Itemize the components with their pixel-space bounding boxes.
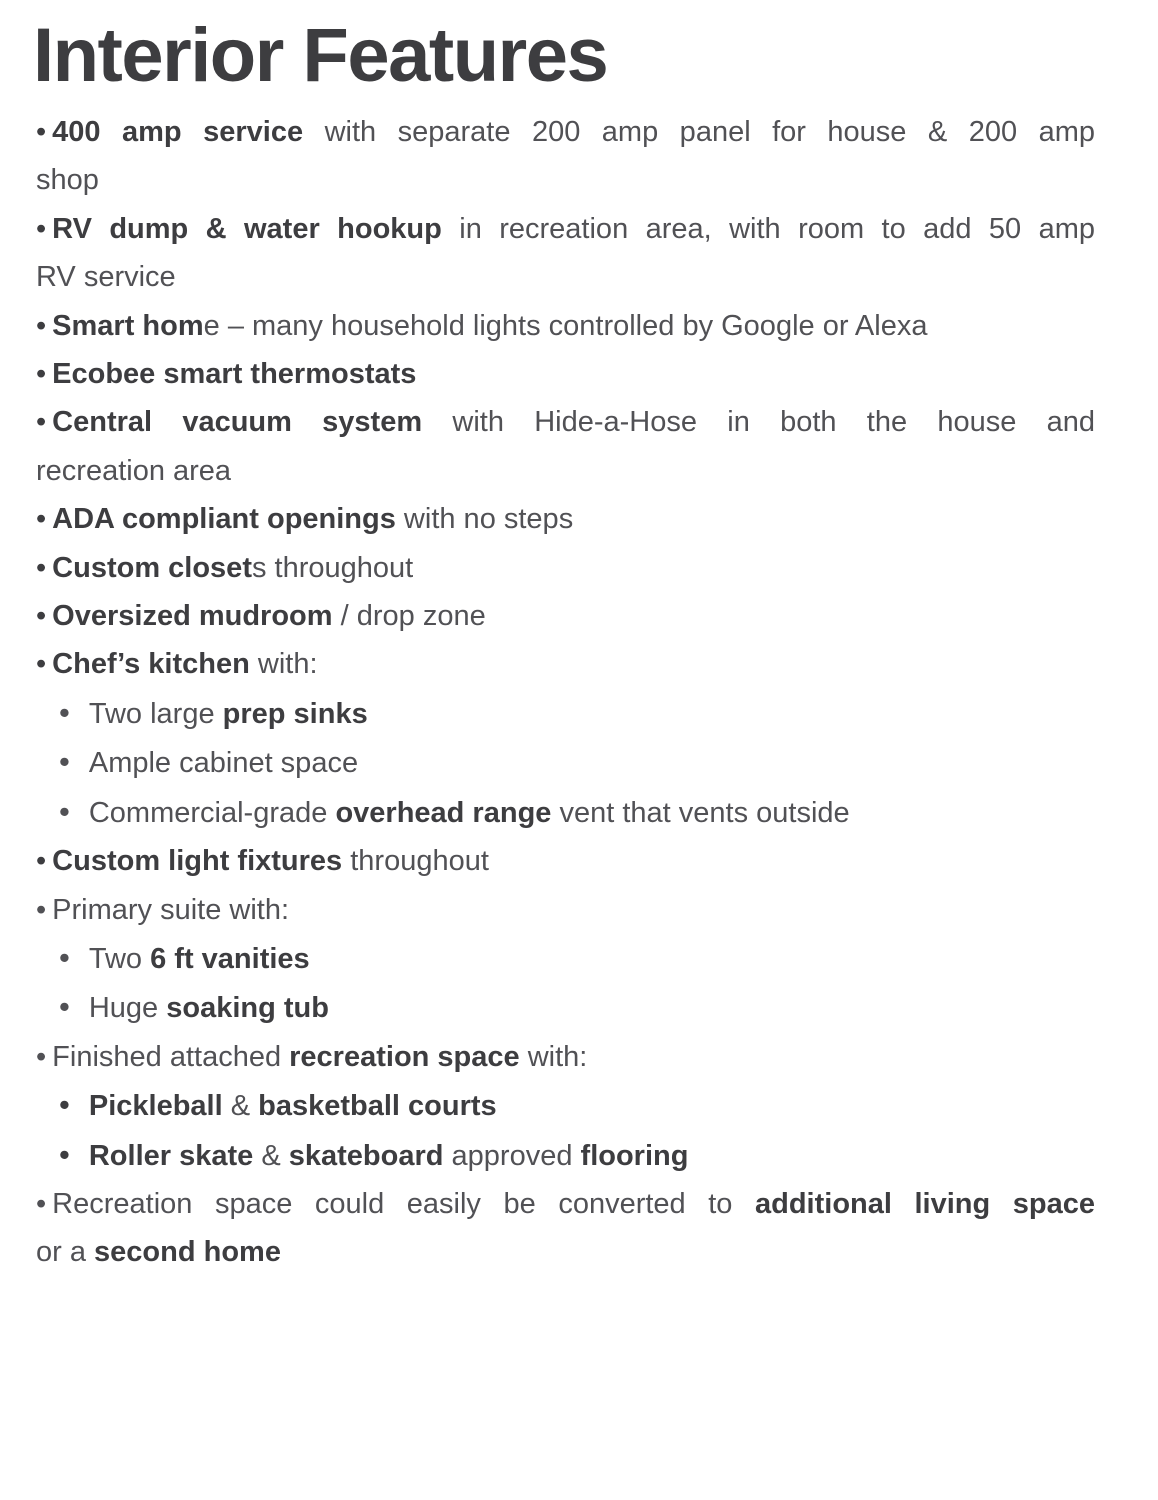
text-line [36, 592, 1095, 640]
bullet-marker-icon: • [59, 1136, 70, 1172]
regular-text: Ample cabinet space [88, 747, 359, 780]
bold-text: Oversized mudroom [52, 600, 333, 633]
list-item [36, 302, 1095, 350]
regular-text: Finished attached [52, 1040, 290, 1073]
list-item [36, 934, 1095, 983]
text-line [36, 544, 1095, 592]
list-item [36, 1180, 1095, 1277]
regular-text: recreation area [36, 454, 232, 487]
regular-text: with: [249, 648, 318, 681]
list-item [36, 837, 1095, 885]
list-item [36, 592, 1095, 640]
regular-text: RV service [36, 261, 176, 294]
text-line [36, 1180, 1095, 1228]
list-item [36, 738, 1095, 787]
bold-text: ADA compliant openings [52, 503, 396, 536]
regular-text: & [222, 1090, 259, 1123]
list-item [36, 544, 1095, 592]
list-item [36, 788, 1095, 837]
text-line [59, 738, 1095, 787]
bold-text: basketball courts [258, 1090, 497, 1123]
text-line [36, 302, 1095, 350]
list-item [36, 205, 1095, 302]
text-line [36, 1228, 1095, 1276]
regular-text: s throughout [251, 551, 414, 584]
text-line [36, 398, 1095, 446]
list-item [36, 983, 1095, 1032]
bold-text: overhead range [335, 796, 552, 829]
regular-text: in recreation area, with room to add 50 amp [441, 212, 1095, 245]
bullet-marker-icon: • [36, 1040, 47, 1073]
text-line [59, 934, 1095, 983]
text-line [36, 205, 1095, 253]
list-item [36, 398, 1095, 495]
bullet-marker-icon: • [36, 116, 47, 148]
bullet-marker-icon: • [59, 939, 70, 975]
text-line [36, 156, 1095, 204]
text-line [36, 108, 1095, 156]
bold-text: second home [94, 1236, 281, 1269]
regular-text: / drop zone [332, 600, 486, 633]
bullet-marker-icon: • [59, 744, 70, 780]
regular-text: e – many household lights controlled by Google or Alexa [203, 309, 928, 342]
regular-text: with: [519, 1040, 588, 1073]
bullet-marker-icon: • [36, 893, 47, 926]
bullet-marker-icon: • [36, 503, 47, 536]
regular-text: with no steps [395, 503, 574, 536]
bold-text: Smart hom [52, 309, 204, 342]
text-line [59, 788, 1095, 837]
regular-text: Two large [88, 697, 223, 730]
list-item [36, 640, 1095, 688]
bullet-marker-icon: • [59, 1087, 70, 1123]
text-line [36, 886, 1095, 934]
regular-text: with separate 200 amp panel for house & 200 amp [303, 116, 1095, 148]
bold-text: Pickleball [88, 1090, 223, 1123]
list-item [36, 1081, 1095, 1130]
list-item [36, 1033, 1095, 1081]
bullet-marker-icon: • [59, 694, 70, 730]
bold-text: soaking tub [166, 992, 329, 1025]
regular-text: approved [443, 1139, 581, 1172]
bullet-marker-icon: • [36, 358, 47, 391]
bullet-marker-icon: • [36, 309, 47, 342]
bold-text: Custom closet [52, 551, 252, 584]
regular-text: Recreation space could easily be converted to [52, 1187, 755, 1220]
list-item [36, 689, 1095, 738]
bullet-marker-icon: • [36, 551, 47, 584]
list-item [36, 108, 1095, 205]
bold-text: Chef’s kitchen [52, 648, 250, 681]
regular-text: Primary suite with: [52, 893, 290, 926]
bold-text: additional living space [754, 1187, 1096, 1220]
text-line [36, 1033, 1095, 1081]
list-item [36, 886, 1095, 934]
bullet-marker-icon: • [59, 989, 70, 1025]
regular-text: vent that vents outside [551, 796, 850, 829]
text-line [36, 495, 1095, 543]
list-item [36, 1131, 1095, 1180]
text-line [59, 689, 1095, 738]
feature-list [36, 108, 1095, 1277]
bullet-marker-icon: • [59, 793, 70, 829]
text-line [36, 640, 1095, 688]
regular-text: with Hide-a-Hose in both the house and [422, 406, 1095, 439]
text-line [36, 447, 1095, 495]
bold-text: Roller skate [88, 1139, 254, 1172]
bullet-marker-icon: • [36, 600, 47, 633]
bullet-marker-icon: • [36, 212, 47, 245]
bold-text: flooring [580, 1139, 689, 1172]
bold-text: prep sinks [222, 697, 368, 730]
bold-text: RV dump & water hookup [52, 212, 442, 245]
text-line [36, 253, 1095, 301]
regular-text: & [253, 1139, 289, 1172]
bold-text: skateboard [288, 1139, 444, 1172]
text-line [36, 350, 1095, 398]
bold-text: Custom light fixtures [52, 845, 343, 878]
regular-text: shop [36, 164, 99, 197]
text-line [59, 1131, 1095, 1180]
page-title: Interior Features [33, 13, 608, 98]
bold-text: recreation space [289, 1040, 520, 1073]
text-line [36, 837, 1095, 885]
list-item [36, 495, 1095, 543]
regular-text: Two [88, 942, 151, 975]
regular-text: Huge [88, 992, 167, 1025]
bullet-marker-icon: • [36, 1187, 47, 1220]
regular-text: throughout [342, 845, 489, 878]
regular-text: or a [36, 1236, 95, 1269]
list-item [36, 350, 1095, 398]
bullet-marker-icon: • [36, 648, 47, 681]
text-line [59, 983, 1095, 1032]
bold-text: 400 amp service [52, 116, 304, 148]
bullet-marker-icon: • [36, 845, 47, 878]
bold-text: Central vacuum system [52, 406, 423, 439]
bold-text: 6 ft vanities [150, 942, 310, 975]
regular-text: Commercial-grade [88, 796, 336, 829]
text-line [59, 1081, 1095, 1130]
bullet-marker-icon: • [36, 406, 47, 439]
bold-text: Ecobee smart thermostats [52, 358, 417, 391]
